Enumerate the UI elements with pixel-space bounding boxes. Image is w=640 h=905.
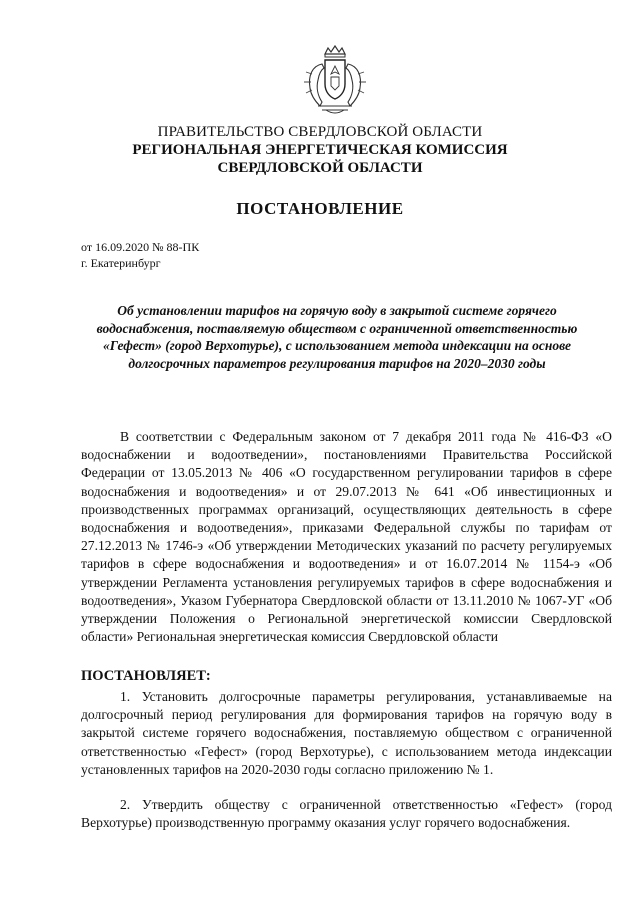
coat-of-arms-icon — [298, 44, 372, 118]
preamble-paragraph: В соответствии с Федеральным законом от 7 декабря 2011 года № 416-ФЗ «О водоснабжении и водоотведении», постановлениями Правительства Российской Федерации от 13.05.2013 № 406 «О государственном регулировании тарифов в сфере водоснабжения и водоотведения» и от 29.07.2013 № 641 «Об инвестиционных и производственных программах организаций, осуществляющих деятельность в сфере водоснабжения и водоотведения», приказами Федеральной службы по тарифам от 27.12.2013 № 1746-э «Об утверждении Методических указаний по расчету регулируемых тарифов в сфере водоснабжения и водоотведения» и от 16.07.2014 № 1154-э «Об утверждении Регламента установления регулируемых тарифов в сфере водоснабжения и водоотведения», Указом Губернатора Свердловской области от 13.11.2010 № 1067-УГ «Об утверждении Положения о Региональной энергетической комиссии Свердловской области» Региональная энергетическая комиссия Свердловской области — [81, 429, 612, 645]
clause-2: 2. Утвердить обществу с ограниченной ответственностью «Гефест» (город Верхотурье) производственную программу оказания услуг горячего водоснабжения. — [81, 797, 612, 831]
document-subject: Об установлении тарифов на горячую воду в закрытой системе горячего водоснабжения, поставляемую обществом с ограниченной ответственностью «Гефест» (город Верхотурье), с использованием метода индексации на основе долгосрочных параметров регулирования тарифов на 2020–2030 годы — [96, 303, 578, 371]
city-name: г. Екатеринбург — [81, 256, 161, 270]
document-type-title: ПОСТАНОВЛЕНИЕ — [236, 199, 404, 218]
clause-1: 1. Установить долгосрочные параметры регулирования, устанавливаемые на долгосрочный период регулирования для формирования тарифов на горячую воду в закрытой системе горячего водоснабжения, поставляемую обществом с ограниченной ответственностью «Гефест» (город Верхотурье), с использованием метода индексации установленных тарифов на 2020-2030 годы согласно приложению № 1. — [81, 689, 612, 777]
commission-name-line1: РЕГИОНАЛЬНАЯ ЭНЕРГЕТИЧЕСКАЯ КОМИССИЯ — [132, 142, 508, 158]
commission-name-line2: СВЕРДЛОВСКОЙ ОБЛАСТИ — [217, 160, 423, 176]
government-name: ПРАВИТЕЛЬСТВО СВЕРДЛОВСКОЙ ОБЛАСТИ — [157, 124, 483, 140]
date-and-number: от 16.09.2020 № 88-ПК — [81, 240, 200, 254]
decree-heading: ПОСТАНОВЛЯЕТ: — [81, 668, 211, 684]
